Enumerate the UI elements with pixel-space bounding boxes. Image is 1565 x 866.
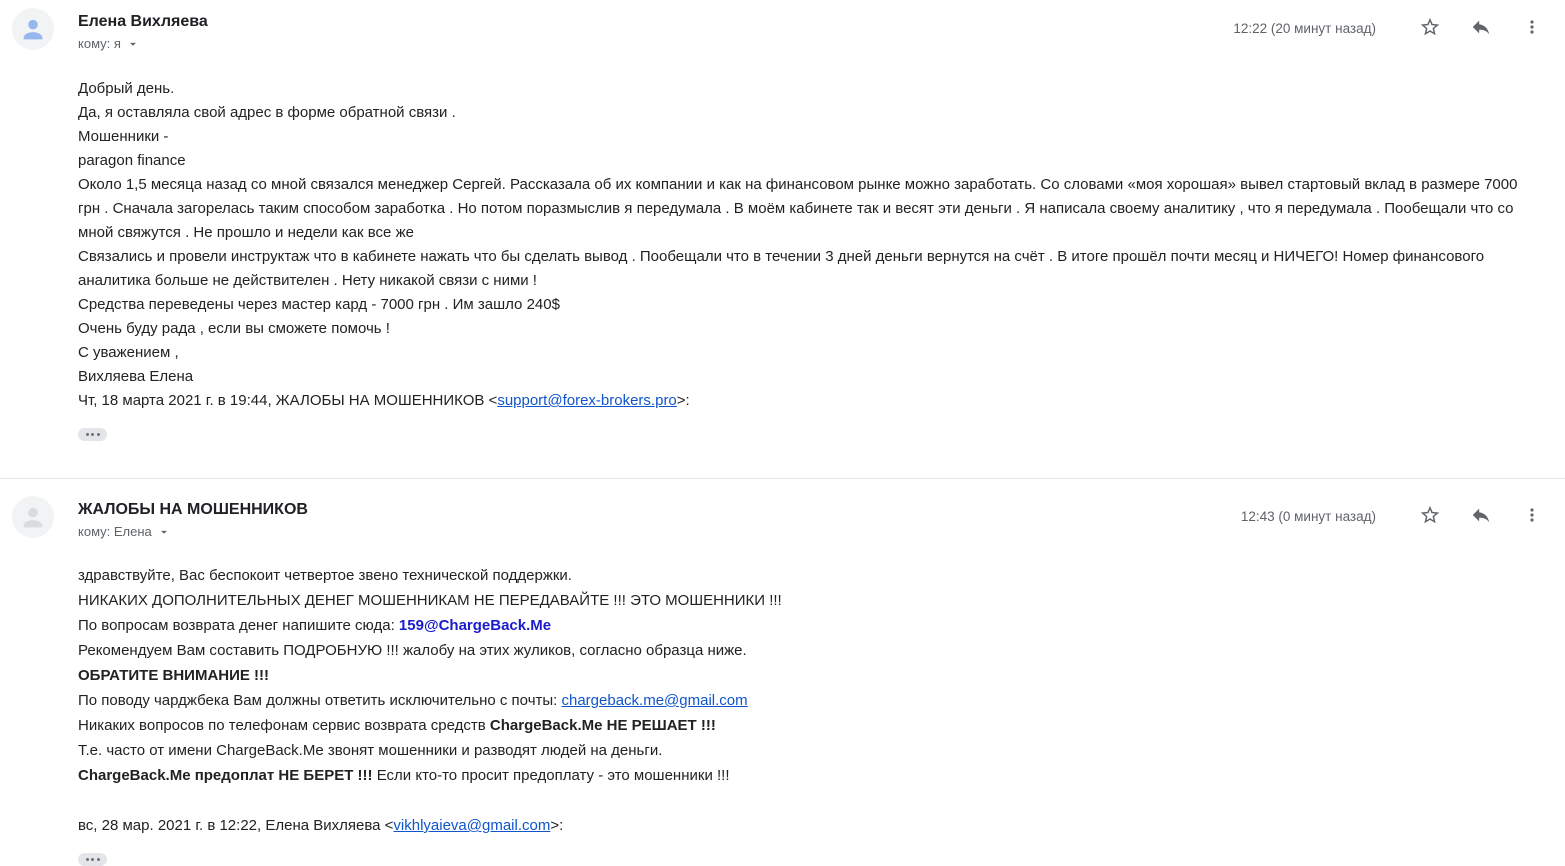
ellipsis-dot <box>91 433 94 436</box>
show-trimmed-content-button[interactable] <box>78 428 107 441</box>
body-text-line <box>78 365 1537 389</box>
text-segment: Никаких вопросов по телефонам сервис возврата средств <box>78 717 490 734</box>
ellipsis-dot <box>91 858 94 861</box>
body-text-line <box>78 613 1537 638</box>
text-segment: Рекомендуем Вам составить ПОДРОБНУЮ !!! жалобу на этих жуликов, согласно образца ниже. <box>78 642 747 659</box>
text-segment: paragon finance <box>78 152 186 169</box>
recipient-details-toggle[interactable] <box>78 524 171 539</box>
person-icon <box>18 14 48 44</box>
text-segment: Да, я оставляла свой адрес в форме обратной связи . <box>78 104 456 121</box>
email-address-link[interactable]: vikhlyaieva@gmail.com <box>393 817 551 834</box>
text-segment: Средства переведены через мастер кард - 7000 грн . Им зашло 240$ <box>78 296 560 313</box>
reply-arrow-icon <box>1470 504 1492 529</box>
body-text-line <box>78 563 1537 588</box>
star-outline-icon <box>1419 504 1441 529</box>
message-header <box>0 0 1565 51</box>
ellipsis-dot <box>86 858 89 861</box>
text-segment: >: <box>676 392 690 409</box>
body-text-line <box>78 173 1537 245</box>
body-text-line <box>78 638 1537 663</box>
text-segment: Если кто-то просит предоплату - это мошенники !!! <box>372 767 730 784</box>
body-text-line <box>78 763 1537 788</box>
email-message <box>0 479 1565 866</box>
sender-block <box>78 496 308 539</box>
ellipsis-dot <box>97 433 100 436</box>
chevron-down-icon <box>157 525 171 539</box>
star-button[interactable] <box>1417 15 1443 41</box>
recipient-label: кому: Елена <box>78 524 152 539</box>
chevron-down-icon <box>126 37 140 51</box>
body-text-line <box>78 738 1537 763</box>
body-text-line <box>78 125 1537 149</box>
body-text-line <box>78 101 1537 125</box>
body-text-line <box>78 77 1537 101</box>
reply-arrow-icon <box>1470 16 1492 41</box>
text-segment: Около 1,5 месяца назад со мной связался менеджер Сергей. Рассказала об их компании и как на финансовом рынке можно заработать. Со словами «моя хорошая» вывел стартовый вклад в размере 7000 грн . Сначала загорелась таким способом заработка . Но потом поразмыслив я передумала . В моём кабинете так и весят эти деньги . Я написала своему аналитику , что я передумала . Пообещали что со мной свяжутся . Не прошло и недели как все же <box>78 176 1518 241</box>
text-segment: Чт, 18 марта 2021 г. в 19:44, ЖАЛОБЫ НА МОШЕННИКОВ < <box>78 392 498 409</box>
email-address-link[interactable]: chargeback.me@gmail.com <box>561 692 748 709</box>
email-address-link[interactable]: 159@ChargeBack.Me <box>398 617 552 634</box>
text-segment: Т.е. часто от имени ChargeBack.Me звонят мошенники и разводят людей на деньги. <box>78 742 663 759</box>
star-button[interactable] <box>1417 503 1443 529</box>
ellipsis-dot <box>97 858 100 861</box>
more-options-button[interactable] <box>1519 15 1545 41</box>
sender-avatar[interactable] <box>12 496 54 538</box>
text-segment: По вопросам возврата денег напишите сюда: <box>78 617 399 634</box>
message-header <box>0 479 1565 539</box>
text-segment: Мошенники - <box>78 128 169 145</box>
text-segment: здравствуйте, Вас беспокоит четвертое звено технической поддержки. <box>78 567 572 584</box>
body-text-line <box>78 149 1537 173</box>
body-text-line <box>78 788 1537 813</box>
more-vert-icon <box>1522 505 1542 528</box>
body-text-line <box>78 341 1537 365</box>
show-trimmed-content-button[interactable] <box>78 853 107 866</box>
sender-name: ЖАЛОБЫ НА МОШЕННИКОВ <box>78 501 308 518</box>
ellipsis-dot <box>86 433 89 436</box>
text-segment: Связались и провели инструктаж что в кабинете нажать что бы сделать вывод . Пообещали что в течении 3 дней деньги вернутся на счёт . В итоге прошёл почти месяц и НИЧЕГО! Номер финансового аналитика больше не действителен . Нету никакой связи с ними ! <box>78 248 1485 289</box>
more-options-button[interactable] <box>1519 503 1545 529</box>
body-text-line <box>78 317 1537 341</box>
text-segment: Очень буду рада , если вы сможете помочь ! <box>78 320 390 337</box>
star-outline-icon <box>1419 16 1441 41</box>
more-vert-icon <box>1522 17 1542 40</box>
body-text-line <box>78 813 1537 838</box>
email-address-link[interactable]: support@forex-brokers.pro <box>497 392 677 409</box>
body-text-line <box>78 588 1537 613</box>
text-segment: ChargeBack.Me НЕ РЕШАЕТ !!! <box>489 717 716 734</box>
body-text-line <box>78 245 1537 293</box>
reply-button[interactable] <box>1468 503 1494 529</box>
text-segment: >: <box>550 817 564 834</box>
sender-block <box>78 8 208 51</box>
text-segment: ОБРАТИТЕ ВНИМАНИЕ !!! <box>78 667 270 684</box>
message-timestamp: 12:22 (20 минут назад) <box>1233 20 1376 36</box>
body-text-line <box>78 293 1537 317</box>
body-text-line <box>78 713 1537 738</box>
text-segment: По поводу чарджбека Вам должны ответить исключительно с почты: <box>78 692 562 709</box>
message-body <box>78 77 1537 413</box>
text-segment: Добрый день. <box>78 80 175 97</box>
recipient-details-toggle[interactable] <box>78 36 140 51</box>
sender-name: Елена Вихляева <box>78 13 208 30</box>
message-timestamp: 12:43 (0 минут назад) <box>1240 508 1376 524</box>
text-segment: НИКАКИХ ДОПОЛНИТЕЛЬНЫХ ДЕНЕГ МОШЕННИКАМ НЕ ПЕРЕДАВАЙТЕ !!! ЭТО МОШЕННИКИ !!! <box>78 592 782 609</box>
sender-avatar[interactable] <box>12 8 54 50</box>
message-actions <box>1233 8 1545 41</box>
text-segment: ChargeBack.Me предоплат НЕ БЕРЕТ !!! <box>78 767 373 784</box>
text-segment: С уважением , <box>78 344 179 361</box>
person-icon <box>18 502 48 532</box>
message-actions <box>1241 496 1545 529</box>
body-text-line <box>78 688 1537 713</box>
text-segment: Вихляева Елена <box>78 368 194 385</box>
body-text-line <box>78 389 1537 413</box>
text-segment: вс, 28 мар. 2021 г. в 12:22, Елена Вихляева < <box>78 817 394 834</box>
recipient-label: кому: я <box>78 36 121 51</box>
message-body <box>78 563 1537 838</box>
body-text-line <box>78 663 1537 688</box>
reply-button[interactable] <box>1468 15 1494 41</box>
